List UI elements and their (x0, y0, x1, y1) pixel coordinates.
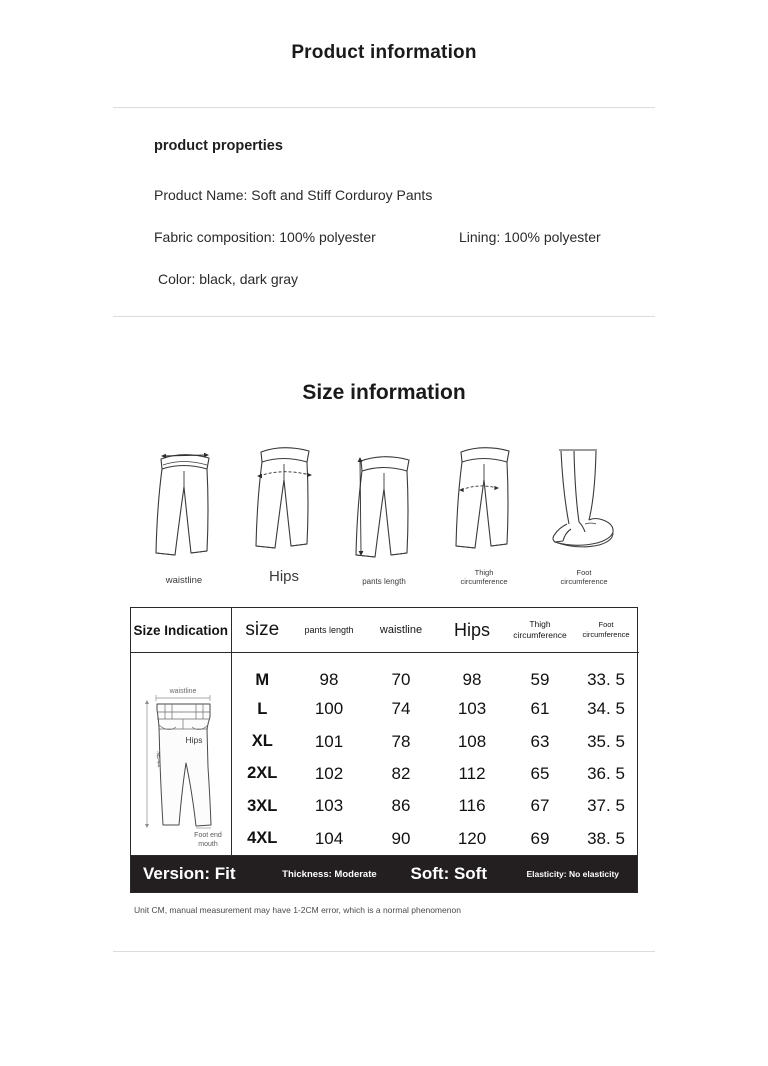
diagram-label-hips: Hips (185, 735, 203, 746)
cell-foot: 35. 5 (587, 731, 625, 751)
cell-waistline: 78 (391, 731, 411, 751)
divider-middle (113, 316, 655, 317)
cell-pants-length: 102 (314, 763, 344, 783)
cell-hips: 98 (462, 670, 482, 690)
fabric-lining-row (113, 229, 655, 245)
header-thigh-circumference (507, 608, 573, 653)
header-waistline: waistline (365, 608, 437, 653)
pants-thigh-diagram-icon (434, 433, 534, 558)
header-thigh-line2: circumference (513, 630, 567, 640)
table-header-row (131, 608, 639, 653)
cell-foot: 36. 5 (587, 763, 625, 783)
cell-size: 3XL (247, 796, 278, 815)
cell-size: 2XL (247, 764, 278, 783)
size-table-container (130, 607, 638, 894)
cell-pants-length: 100 (314, 699, 344, 719)
color-row (113, 271, 655, 287)
cell-foot: 34. 5 (587, 699, 625, 719)
cell-thigh: 69 (530, 828, 550, 848)
figure-waistline (134, 440, 234, 587)
footer-elasticity: Elasticity: No elasticity (526, 869, 620, 880)
measurement-footnote: Unit CM, manual measurement may have 1-2CM error, which is a normal phenomenon (134, 905, 461, 916)
header-pants-length: pants length (293, 608, 365, 653)
cell-pants-length: 98 (319, 670, 339, 690)
pants-hips-diagram-icon (234, 433, 334, 558)
pants-measurement-diagram-cell (131, 653, 231, 856)
measurement-figures-row (0, 433, 768, 587)
product-properties-block (113, 108, 655, 287)
figure-caption-line1: Thigh (474, 568, 494, 577)
footer-soft: Soft: Soft (410, 864, 488, 884)
page-title: Product information (291, 42, 477, 63)
header-hips: Hips (437, 608, 507, 653)
size-information-title: Size information (302, 381, 466, 404)
lining-value: Lining: 100% polyester (459, 229, 601, 245)
diagram-label-waistline: waistline (169, 688, 197, 696)
cell-waistline: 90 (391, 828, 411, 848)
header-foot-line1: Foot (598, 619, 614, 629)
cell-thigh: 67 (530, 796, 550, 816)
figure-thigh-circumference (434, 433, 534, 587)
cell-pants-length: 104 (314, 828, 344, 848)
cell-hips: 108 (457, 731, 487, 751)
cell-waistline: 74 (391, 699, 411, 719)
figure-hips (234, 433, 334, 587)
cell-size: 4XL (247, 829, 278, 848)
cell-hips: 112 (458, 763, 486, 783)
cell-waistline: 70 (391, 670, 411, 690)
cell-size: L (257, 699, 268, 718)
cell-thigh: 61 (530, 699, 550, 719)
figure-caption-line1: Foot (576, 568, 592, 577)
figure-caption: pants length (362, 576, 406, 586)
header-thigh-line1: Thigh (529, 618, 551, 629)
cell-foot: 37. 5 (587, 796, 625, 816)
attributes-footer-bar (131, 855, 637, 892)
leg-shoe-diagram-icon (534, 433, 634, 558)
figure-caption-line2: circumference (560, 577, 608, 587)
header-size-indication: Size Indication (131, 608, 231, 653)
divider-bottom (113, 951, 655, 952)
cell-thigh: 63 (530, 731, 550, 751)
figure-caption: Hips (268, 568, 299, 585)
cell-thigh: 59 (530, 670, 550, 690)
pants-length-diagram-icon (334, 442, 434, 567)
fabric-composition-value: Fabric composition: 100% polyester (154, 229, 376, 245)
diagram-label-foot-end-line2: mouth (198, 841, 218, 849)
footer-version: Version: Fit (143, 864, 236, 884)
cell-hips: 103 (457, 699, 487, 719)
cell-pants-length: 101 (314, 731, 344, 751)
header-foot-circumference (573, 608, 639, 653)
cell-hips: 116 (458, 796, 486, 816)
figure-caption: waistline (165, 574, 203, 586)
cell-waistline: 82 (391, 763, 411, 783)
cell-hips: 120 (457, 828, 487, 848)
cell-size: M (255, 670, 270, 689)
size-table (131, 608, 639, 856)
cell-pants-length: 103 (314, 796, 344, 816)
cell-foot: 38. 5 (587, 828, 625, 848)
figure-foot-circumference (534, 433, 634, 587)
table-row (131, 653, 639, 693)
properties-heading: product properties (154, 138, 283, 154)
figure-pants-length (334, 442, 434, 587)
cell-waistline: 86 (391, 796, 411, 816)
header-size: size (231, 608, 293, 653)
pants-waistline-diagram-icon (134, 440, 234, 565)
cell-size: XL (251, 732, 273, 750)
flat-pants-diagram-icon (134, 667, 228, 849)
diagram-label-foot-end-line1: Foot end (193, 832, 222, 840)
product-name-value: Product Name: Soft and Stiff Corduroy Pants (154, 187, 433, 203)
header-foot-line2: circumference (582, 630, 630, 639)
figure-caption-line2: circumference (460, 577, 508, 587)
footer-thickness: Thickness: Moderate (282, 868, 377, 880)
cell-thigh: 65 (530, 763, 550, 783)
cell-foot: 33. 5 (587, 670, 625, 690)
product-name-row (113, 187, 655, 203)
color-value: Color: black, dark gray (158, 271, 299, 287)
